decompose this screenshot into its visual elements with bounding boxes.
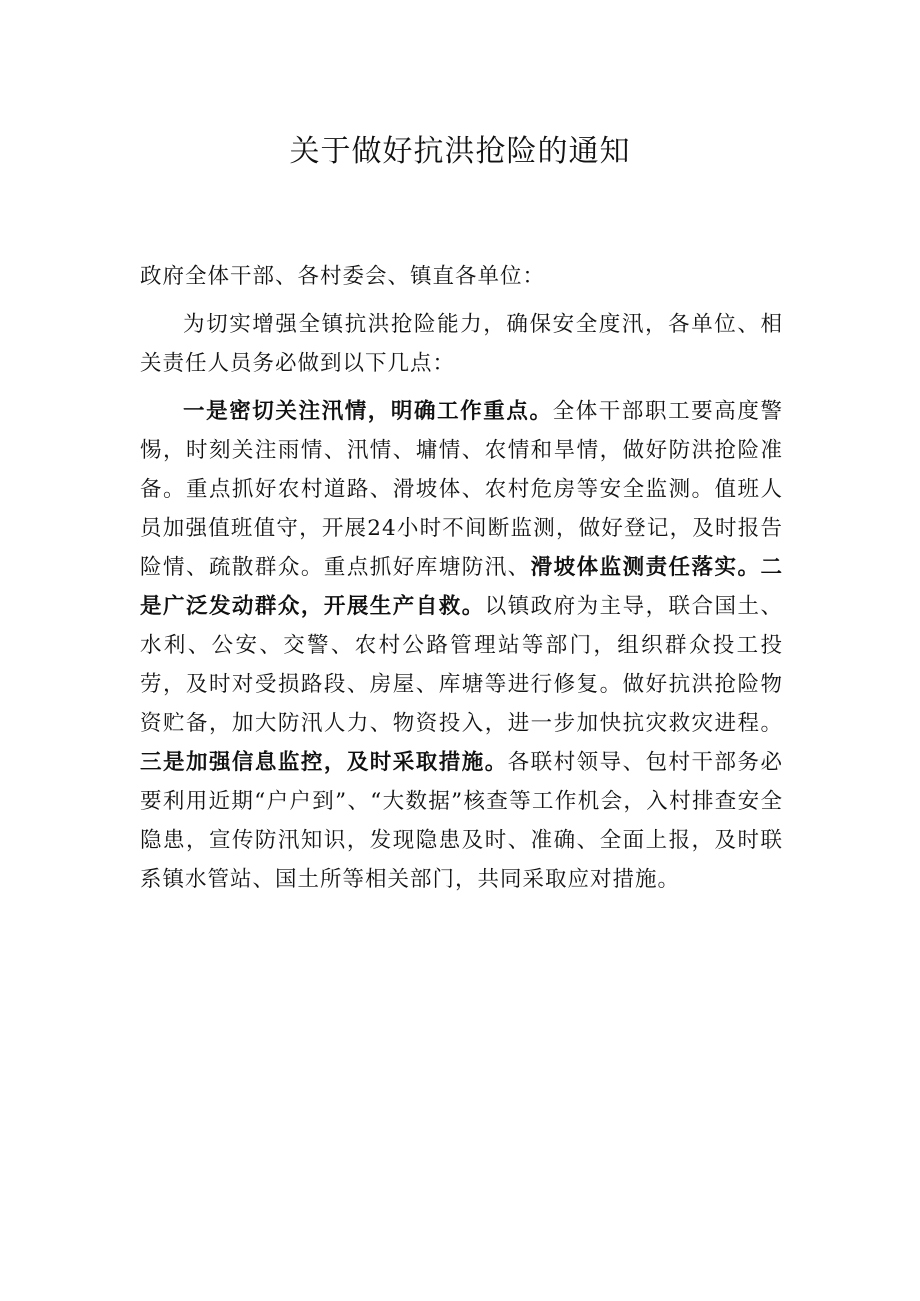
main-paragraph	[140, 392, 783, 899]
point-2-body: 以镇政府为主导，联合国土、水利、公安、交警、农村公路管理站等部门，组织群众投工投劳，及时对受损路段、房屋、库塘等进行修复。做好抗洪抢险物资贮备，加大防汛人力、物资投入，进一步加快抗灾救灾进程。	[140, 594, 783, 736]
point-3-body: 各联村领导、包村干部务必要利用近期“户户到”、“大数据”核查等工作机会，入村排查安全隐患，宣传防汛知识，发现隐患及时、准确、全面上报，及时联系镇水管站、国土所等相关部门，共同采取应对措施。	[140, 750, 783, 892]
salutation: 政府全体干部、各村委会、镇直各单位：	[140, 264, 546, 289]
document-body	[140, 257, 783, 899]
point-2-heading: 二是广泛发动群众，开展生产自救。	[140, 555, 783, 619]
point-1-tail: 滑坡体监测责任落实。	[530, 555, 761, 580]
document-title: 关于做好抗洪抢险的通知	[289, 134, 631, 169]
point-1-heading: 一是密切关注汛情，明确工作重点。	[183, 399, 553, 424]
intro-paragraph: 为切实增强全镇抗洪抢险能力，确保安全度汛，各单位、相关责任人员务必做到以下几点：	[140, 312, 783, 376]
point-3-heading: 三是加强信息监控，及时采取措施。	[140, 750, 508, 775]
point-1-body: 全体干部职工要高度警惕，时刻关注雨情、汛情、墉情、农情和旱情，做好防洪抢险准备。重点抓好农村道路、滑坡体、农村危房等安全监测。值班人员加强值班值守，开展24小时不间断监测，做好登记，及时报告险情、疏散群众。重点抓好库塘防汛、	[140, 399, 783, 580]
